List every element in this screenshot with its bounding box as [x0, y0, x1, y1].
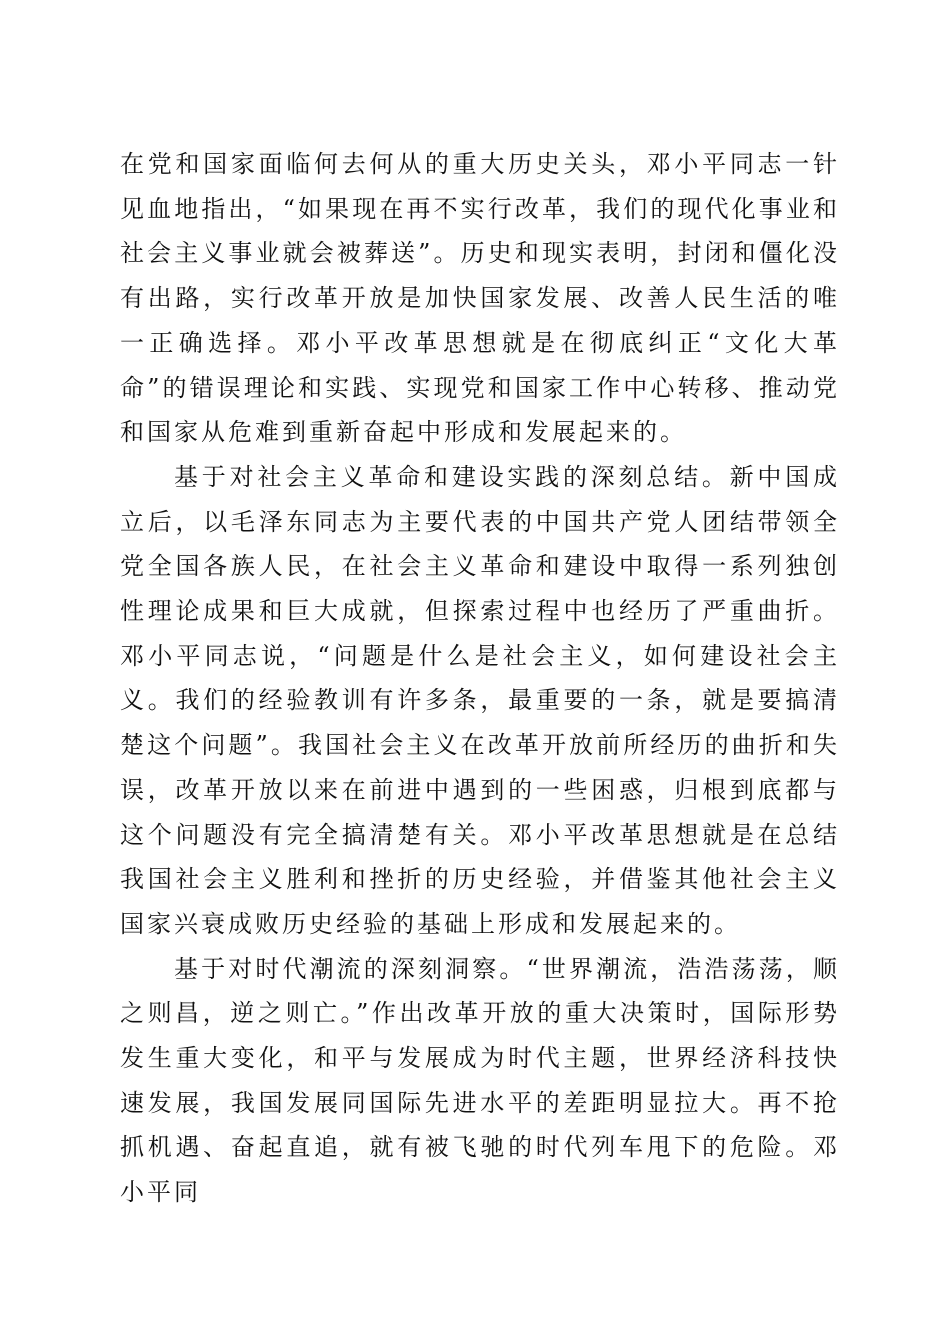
body-text	[120, 142, 840, 1215]
paragraph-socialist-practice: 基于对社会主义革命和建设实践的深刻总结。新中国成立后，以毛泽东同志为主要代表的中国共产党人团结带领全党全国各族人民，在社会主义革命和建设中取得一系列独创性理论成果和巨大成就，但探索过程中也经历了严重曲折。邓小平同志说，“问题是什么是社会主义，如何建设社会主义。我们的经验教训有许多条，最重要的一条，就是要搞清楚这个问题”。我国社会主义在改革开放前所经历的曲折和失误，改革开放以来在前进中遇到的一些困惑，归根到底都与这个问题没有完全搞清楚有关。邓小平改革思想就是在总结我国社会主义胜利和挫折的历史经验，并借鉴其他社会主义国家兴衰成败历史经验的基础上形成和发展起来的。	[120, 462, 840, 938]
paragraph-continuation: 在党和国家面临何去何从的重大历史关头，邓小平同志一针见血地指出，“如果现在再不实行改革，我们的现代化事业和社会主义事业就会被葬送”。历史和现实表明，封闭和僵化没有出路，实行改革开放是加快国家发展、改善人民生活的唯一正确选择。邓小平改革思想就是在彻底纠正“文化大革命”的错误理论和实践、实现党和国家工作中心转移、推动党和国家从危难到重新奋起中形成和发展起来的。	[120, 150, 840, 447]
paragraph-era-trends: 基于对时代潮流的深刻洞察。“世界潮流，浩浩荡荡，顺之则昌，逆之则亡。”作出改革开放的重大决策时，国际形势发生重大变化，和平与发展成为时代主题，世界经济科技快速发展，我国发展同国际先进水平的差距明显拉大。再不抢抓机遇、奋起直追，就有被飞驰的时代列车甩下的危险。邓小平同	[120, 954, 840, 1207]
